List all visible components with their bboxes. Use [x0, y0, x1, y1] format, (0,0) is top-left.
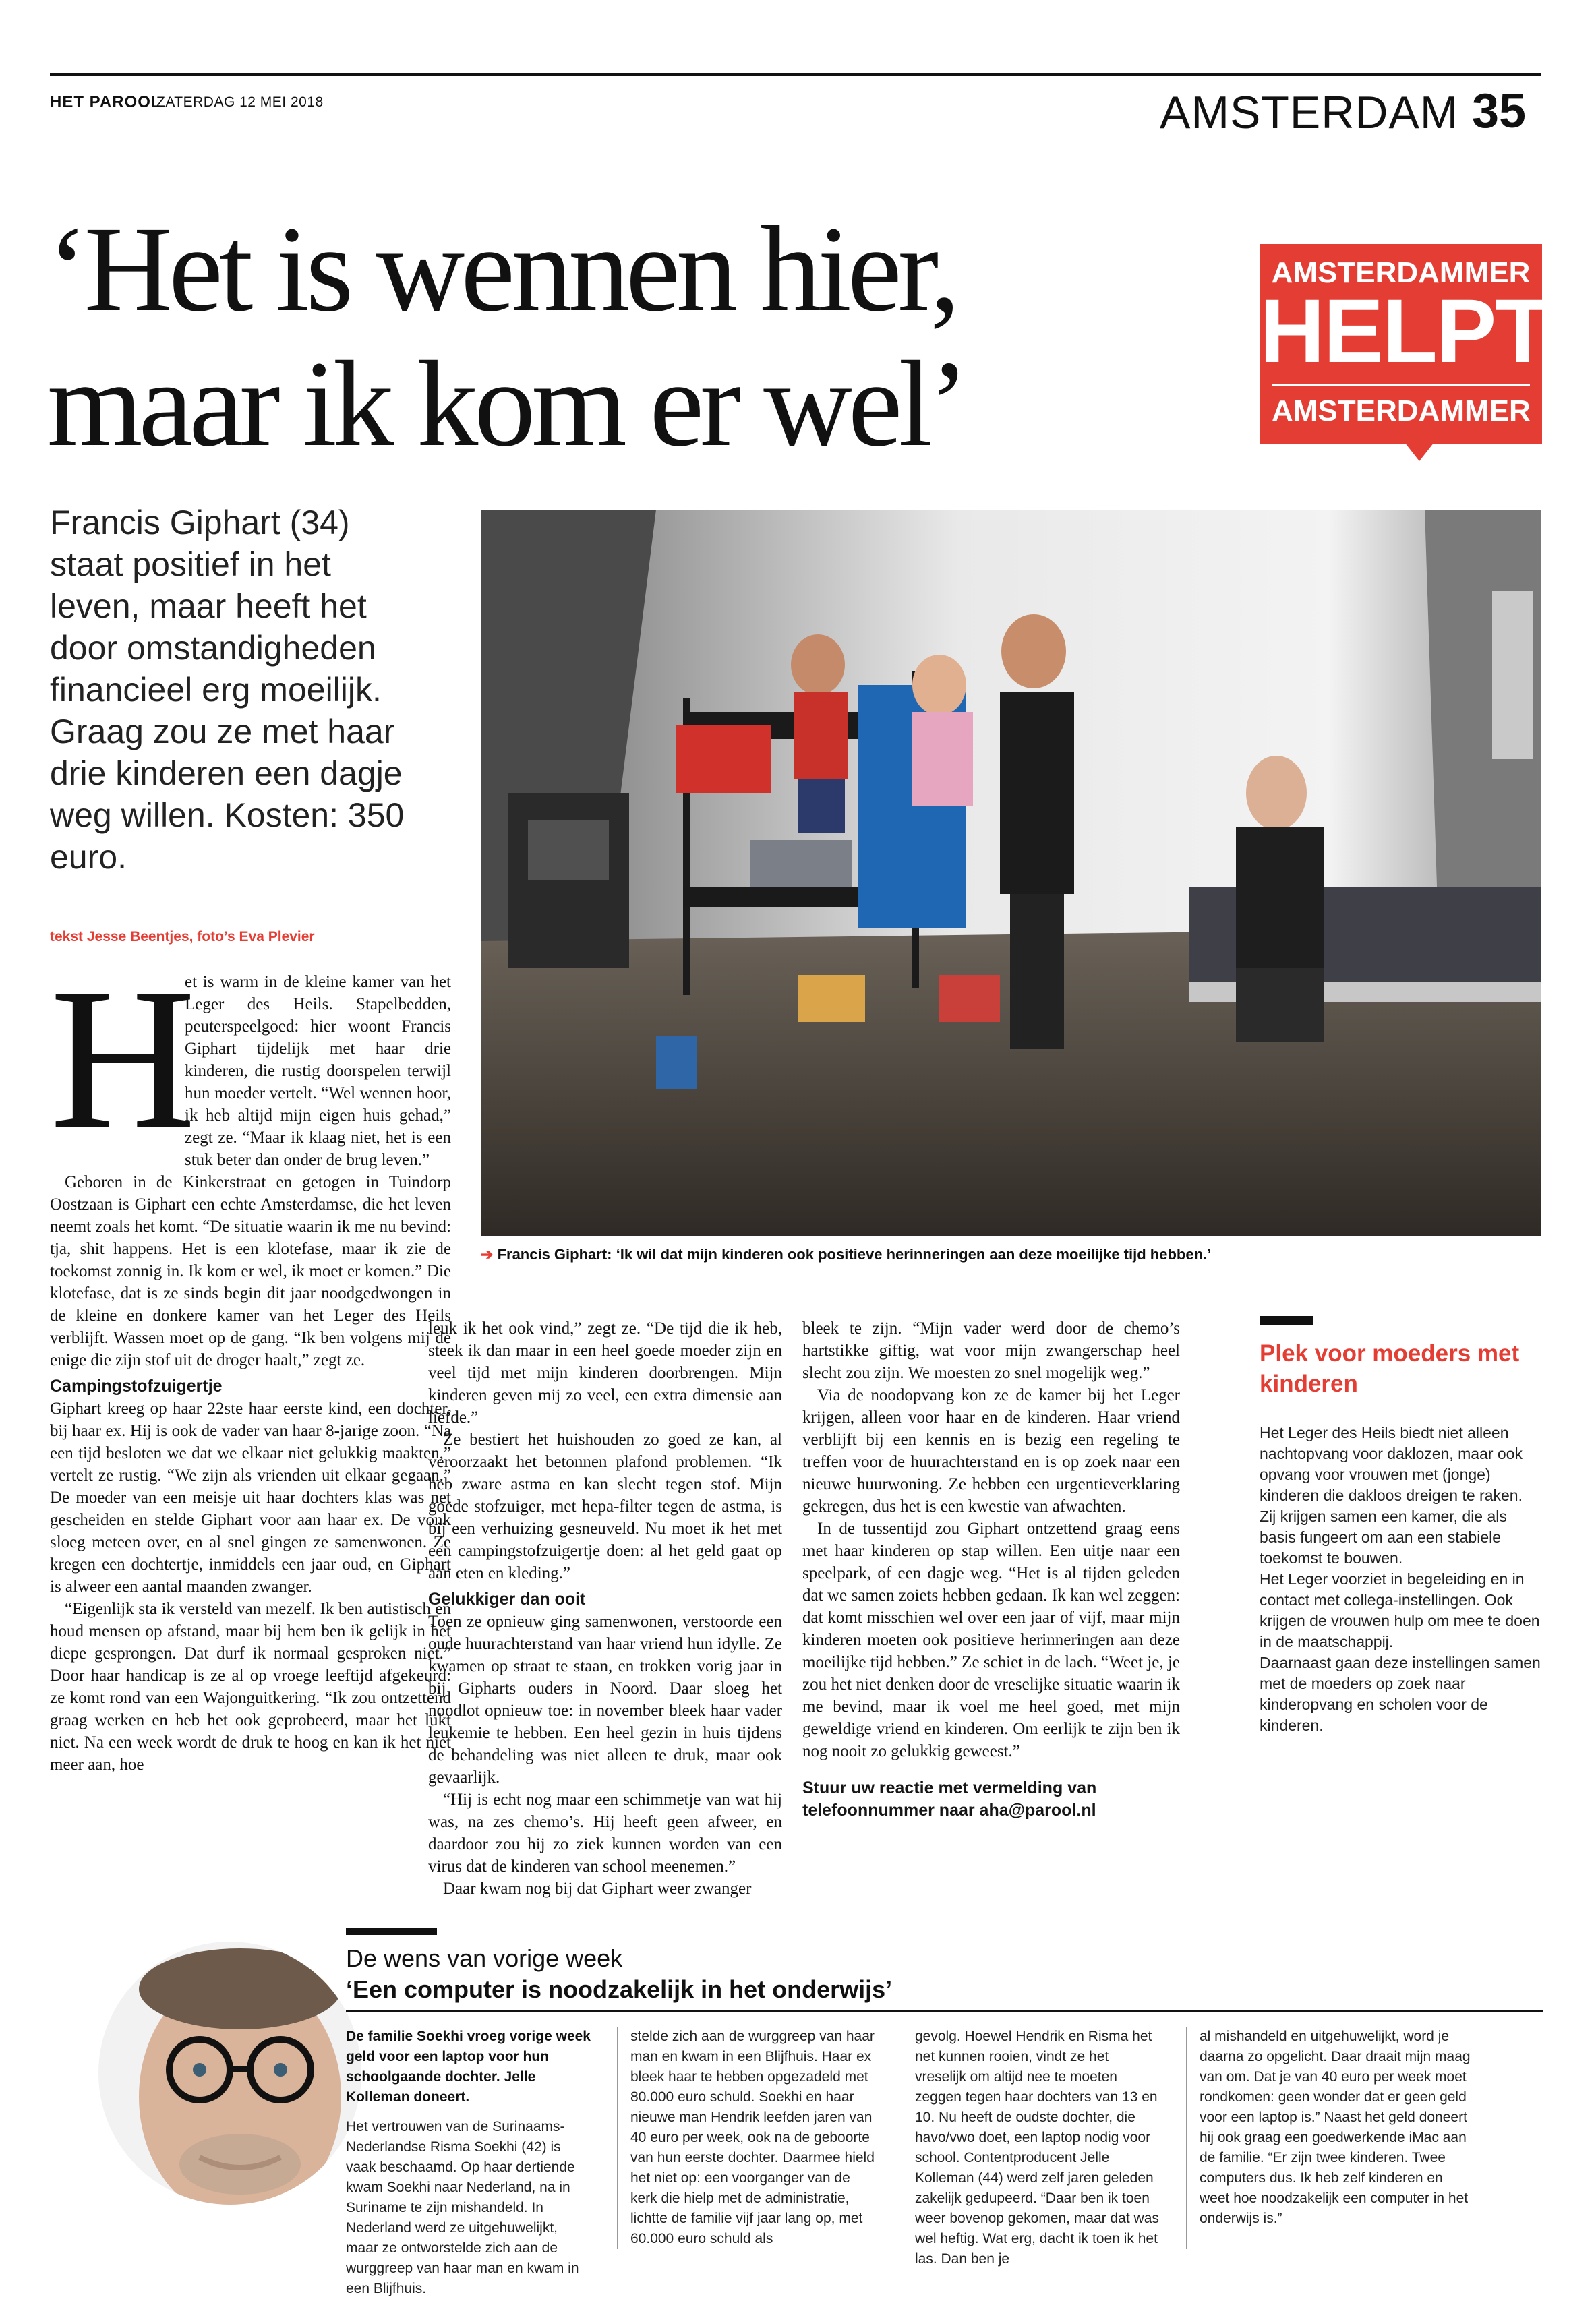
article-column-2: [428, 1317, 782, 1900]
intro-text: Francis Giphart (34) staat positief in het leven, maar heeft het door omstandigheden financieel erg moeilijk. Graag zou ze met haar drie kinderen een dagje weg willen. Kosten: 350 euro.: [50, 504, 405, 876]
article-column-1: [50, 947, 451, 1776]
footer-divider: [617, 2027, 618, 2249]
col2-paragraph-5: Daar kwam nog bij dat Giphart weer zwanger: [443, 1880, 752, 1898]
badge-top: AMSTERDAMMER: [1271, 256, 1531, 289]
arrow-icon: ➔: [481, 1246, 494, 1263]
col3-paragraph-1: bleek te zijn. “Mijn vader werd door de chemo’s hartstikke giftig, wat voor mijn zwangerschap heel slecht zou zijn. We moesten zo snel mogelijk weg.”: [802, 1319, 1180, 1382]
reaction-call-to-action: Stuur uw reactie met vermelding van telefoonnummer naar aha@parool.nl: [802, 1779, 1097, 1820]
col1-paragraph-2: Geboren in de Kinkerstraat en getogen in Tuindorp Oostzaan is Giphart een echte Amsterdamse, die het leven neemt zoals het komt. “De situatie waarin ik me nu bevind: tja, shit happens. Het is een klotefase, maar ik zie de toekomst zonnig in. Ik kom er wel, ik moet er komen.” Die klotefase, dat is ze sinds begin dit jaar noodgedwongen in de kleine en donkere kamer van het Leger des Heils verblijft. Wassen moet op de gang. “Ik ben volgens mij de enige die zijn stof uit de droger haalt,” zegt ze.: [50, 1173, 451, 1369]
headline: [47, 202, 1193, 472]
footer-column-4-text: al mishandeld en uitgehuwelijkt, word je daarna zo opgelicht. Daar draait mijn maag van om. Dat je van 40 euro per week moet rondkomen: geen wonder dat er geen geld voor een laptop is.” Naast het geld doneert hij ook graag een goedwerkende iMac aan de familie. “Er zijn twee kinderen. Twee computers dus. Ik heb zelf kinderen en weet hoe noodzakelijk een computer in het onderwijs is.”: [1200, 2029, 1471, 2226]
col2-subheading: Gelukkiger dan ooit: [428, 1590, 586, 1609]
caption-text: Francis Giphart: ‘Ik wil dat mijn kinderen ook positieve herinneringen aan deze moeilijke tijd hebben.’: [497, 1246, 1212, 1263]
headline-line-2: maar ik kom er wel’: [47, 336, 966, 472]
donor-portrait: [98, 1942, 361, 2205]
footer-column-3-text: gevolg. Hoewel Hendrik en Risma het net kunnen rooien, vindt ze het vreselijk om altijd nee te moeten zeggen tegen haar dochters van 13 en 10. Nu heeft de oudste dochter, die havo/vwo doet, een laptop nodig voor school. Contentproducent Jelle Kolleman (44) werd zelf jaren geleden zakelijk gedupeerd. “Daar ben ik toen weer bovenop gekomen, maar dat was wel heftig. Wat erg, dacht ik toen ik het las. Dan ben je: [915, 2029, 1159, 2267]
article-column-3: [802, 1317, 1180, 1822]
col1-subheading: Campingstofzuigertje: [50, 1377, 223, 1396]
col2-paragraph-2: Ze bestiert het huishouden zo goed ze kan, al veroorzaakt het betonnen plafond problemen. “Ik heb zware astma en kan slecht tegen stof. Mijn goede stofzuiger, met hepa-filter tegen de astma, is bij een verhuizing gesneuveld. Nu moet ik het met een campingstofzuigertje doen: al het geld gaat op aan eten en kleding.”: [428, 1431, 782, 1582]
footer-lead: De familie Soekhi vroeg vorige week geld voor een laptop voor hun schoolgaande dochter. Jelle Kolleman doneert.: [346, 2029, 591, 2105]
col3-paragraph-3: In de tussentijd zou Giphart ontzettend graag eens met haar kinderen op stap willen. Een uitje naar een speelpark, of een dagje weg. “Het is al tijden geleden dat we samen zoiets hebben gedaan. Ik kan wel zeggen: dat komt misschien wel over een jaar of vijf, maar mijn kinderen moeten ook positieve herinneringen aan deze moeilijke tijd hebben.” Ze schiet in de lach. “Weet je, je zou het niet denken door de vreselijke situatie waarin ik me bevind, maar ik voel me heel goed, met mijn geweldige vriend en kinderen. Om eerlijk te zijn ben ik nog nooit zo gelukkig geweest.”: [802, 1520, 1180, 1760]
col1-paragraph-3: Giphart kreeg op haar 22ste haar eerste kind, een dochter, bij haar ex. Hij is ook de vader van haar 8-jarige zoon. “Na een tijd besloten we dat we elkaar niet gelukkig maakten,” vertelt ze rustig. “We zijn als vrienden uit elkaar gegaan.” De moeder van een meisje uit haar dochters klas was net gescheiden en stelde Giphart voor aan haar ex. De vonk sloeg meteen over, en al snel gingen ze samenwonen. Ze kregen een dochtertje, inmiddels een jaar oud, en Giphart is alweer een aantal maanden zwanger.: [50, 1400, 451, 1596]
previous-wish-kicker: De wens van vorige week: [346, 1944, 623, 1972]
footer-column-2-text: stelde zich aan de wurggreep van haar man en kwam in een Blijfhuis. Haar ex bleek haar te hebben opgezadeld met 80.000 euro schuld. Soekhi en haar nieuwe man Hendrik leefden jaren van 40 euro per week, ook na de geboorte van hun eerste dochter. Daarmee hield het niet op: een voorganger van de kerk die hielp met de administratie, lichtte de familie vijf jaar lang op, met 60.000 euro schuld als: [630, 2029, 875, 2246]
top-rule: [50, 73, 1541, 76]
col1-paragraph-4: “Eigenlijk sta ik versteld van mezelf. Ik ben autistisch en houd mensen op afstand, maar bij hem ben ik gelijk in het diepe gesprongen. Dat durf ik normaal gesproken niet.” Door haar handicap is ze al op vroege leeftijd afgekeurd: ze komt rond van een Wajonguitkering. “Ik zou ontzettend graag werken en heb het ook geprobeerd, maar het lukt niet. Na een week wordt de druk te hoog en kan ik het niet meer aan, hoe: [50, 1600, 451, 1774]
badge-bottom: AMSTERDAMMER: [1272, 384, 1530, 428]
drop-cap: H: [50, 947, 196, 1170]
sidebar-body: [1260, 1423, 1541, 1736]
family-photo: [481, 510, 1541, 1236]
section-name: AMSTERDAM: [1160, 87, 1459, 138]
sidebar-marker: [1260, 1316, 1313, 1325]
badge-middle: HELPT: [1260, 281, 1549, 382]
amsterdammer-helpt-badge: [1260, 244, 1549, 444]
col2-paragraph-3: Toen ze opnieuw ging samenwonen, verstoorde een oude huurachterstand van haar vriend hun idylle. Ze kwamen op straat te staan, en trokken vorig jaar in bij Gipharts ouders in Noord. Daar sloeg het noodlot opnieuw toe: in november bleek haar vader leukemie te hebben. Een heel gezin in huis tijdens de behandeling was niet alleen te druk, maar ook gevaarlijk.: [428, 1613, 782, 1787]
col1-paragraph-1: et is warm in de kleine kamer van het Leger des Heils. Stapelbedden, peuterspeelgoed: hier woont Francis Giphart tijdelijk met haar drie kinderen, die rustig doorspelen terwijl hun moeder vertelt. “Wel wennen hoor, ik heb altijd mijn eigen huis gehad,” zegt ze. “Maar ik klaag niet, het is een stuk beter dan onder de brug leven.”: [185, 973, 451, 1169]
footer-column-1: [346, 2027, 592, 2299]
page-number: 35: [1472, 84, 1527, 138]
footer-column-3: [915, 2027, 1161, 2269]
photo-caption: [481, 1246, 1211, 1263]
paper-name: HET PAROOL: [50, 93, 162, 111]
sidebar-title: Plek voor moeders met kinderen: [1260, 1340, 1520, 1397]
sidebar-paragraph-3: Daarnaast gaan deze instellingen samen met de moeders op zoek naar kinderopvang en scholen voor de kinderen.: [1260, 1654, 1541, 1734]
previous-wish-title: ‘Een computer is noodzakelijk in het onderwijs’: [346, 1975, 893, 2003]
col2-paragraph-1: leuk ik het ook vind,” zegt ze. “De tijd die ik heb, steek ik dan maar in een heel goede moeder zijn en veel tijd met mijn kinderen doorbrengen. Mijn kinderen geven mij zo veel, een extra dimensie aan liefde.”: [428, 1319, 782, 1427]
footer-column-2: [630, 2027, 877, 2249]
footer-rule: [346, 2010, 1543, 2012]
headline-line-1: ‘Het is wennen hier,: [47, 202, 957, 337]
credit-line: tekst Jesse Beentjes, foto’s Eva Plevier: [50, 929, 315, 945]
footer-column-4: [1200, 2027, 1476, 2229]
sidebar-paragraph-2: Het Leger voorziet in begeleiding en in contact met collega-instellingen. Ook krijgen de vrouwen hulp om mee te doen in de maatschappij.: [1260, 1570, 1540, 1650]
sidebar-paragraph-1: Het Leger des Heils biedt niet alleen nachtopvang voor daklozen, maar ook opvang voor vrouwen met (jonge) kinderen die dakloos dreigen te raken. Zij krijgen samen een kamer, die als basis fungeert om aan een stabiele toekomst te bouwen.: [1260, 1424, 1523, 1567]
issue-date: ZATERDAG 12 MEI 2018: [156, 94, 324, 110]
footer-column-1-text: Het vertrouwen van de Surinaams-Nederlandse Risma Soekhi (42) is vaak beschaamd. Op haar dertiende kwam Soekhi naar Nederland, na in Suriname te zijn mishandeld. In Nederland werd ze uitgehuwelijkt, maar ze ontworstelde zich aan de wurggreep van haar man en kwam in een Blijfhuis.: [346, 2119, 579, 2296]
col3-paragraph-2: Via de noodopvang kon ze de kamer bij het Leger krijgen, alleen voor haar en de kinderen. Haar vriend verblijft bij een kennis en is bezig een regeling te treffen voor de huurachterstand en is op zoek naar een nieuwe huurwoning. Ze hebben een urgentieverklaring gekregen, dus het is een kwestie van afwachten.: [802, 1386, 1180, 1516]
footer-marker: [346, 1928, 437, 1935]
col2-paragraph-4: “Hij is echt nog maar een schimmetje van wat hij was, na zes chemo’s. Hij heeft geen afweer, en daardoor zou hij zo ziek kunnen worden van een virus dat de kinderen van school meenemen.”: [428, 1791, 782, 1876]
footer-divider: [1186, 2027, 1187, 2249]
badge-pointer: [1405, 442, 1434, 461]
